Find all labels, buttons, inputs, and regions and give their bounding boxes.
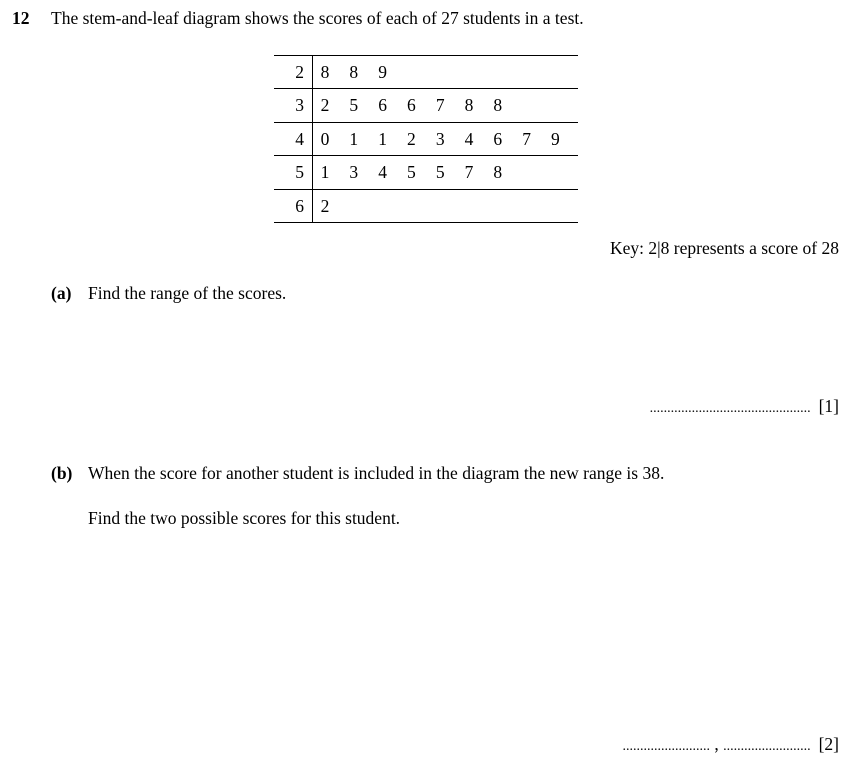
question-intro: The stem-and-leaf diagram shows the scores of each of 27 students in a test.: [51, 8, 584, 28]
stem-divider: [312, 190, 313, 222]
stem-divider: [312, 89, 313, 121]
leaf-value: 2: [320, 95, 330, 116]
part-b-answer-line-1[interactable]: .........................: [622, 739, 710, 754]
key-text: [610, 238, 839, 259]
leaf-value: 7: [464, 162, 474, 183]
stem-value: 3: [295, 95, 304, 116]
stem-value: 2: [295, 62, 304, 82]
leaf-value: 6: [407, 95, 416, 116]
leaf-value: 8: [464, 95, 474, 116]
answer-separator: ,: [709, 734, 724, 754]
leaf-value: 7: [522, 128, 531, 149]
part-a-answer: [650, 396, 839, 417]
stem-leaf-row: [274, 55, 578, 88]
leaf-value: 7: [435, 95, 445, 116]
leaf-value: 6: [493, 128, 503, 149]
leaf-value: 8: [349, 62, 359, 82]
key-suffix: represents a score of 28: [669, 238, 839, 258]
key-prefix: Key: 2: [609, 238, 658, 258]
part-a-label: (a): [51, 283, 72, 303]
leaf-value: 8: [493, 95, 503, 116]
leaf-value: 5: [349, 95, 359, 116]
part-b-answer: [622, 734, 839, 755]
part-a-answer-line[interactable]: ..............................................: [649, 401, 811, 416]
leaf-value: 3: [349, 162, 359, 183]
stem-value: 6: [295, 195, 304, 216]
stem-leaf-row: [274, 155, 578, 188]
stem-divider: [312, 56, 313, 88]
leaf-value: 9: [551, 128, 560, 149]
leaf-value: 2: [407, 128, 416, 149]
part-b-label: (b): [51, 463, 73, 483]
part-a-text: Find the range of the scores.: [88, 283, 287, 303]
leaf-value: 1: [378, 128, 387, 149]
stem-divider: [312, 123, 313, 155]
leaf-value: 2: [320, 195, 330, 216]
key-leaf: 8: [660, 238, 670, 258]
leaf-value: 4: [378, 162, 387, 183]
stem-and-leaf-diagram: [274, 55, 578, 223]
stem-leaf-row: [274, 189, 578, 223]
part-a-marks: [1]: [818, 396, 839, 416]
leaf-value: 6: [378, 95, 387, 116]
leaf-value: 3: [435, 128, 445, 149]
question-number: 12: [12, 8, 30, 28]
leaf-value: 8: [493, 162, 503, 183]
leaf-value: 8: [320, 62, 330, 82]
stem-value: 4: [295, 128, 304, 149]
leaf-value: 9: [378, 62, 387, 82]
key-bar: |: [657, 238, 661, 258]
leaf-value: 0: [320, 128, 330, 149]
leaf-value: 1: [320, 162, 330, 183]
part-b-instruction: Find the two possible scores for this student.: [88, 508, 401, 528]
stem-value: 5: [295, 162, 304, 183]
stem-leaf-row: [274, 88, 578, 121]
part-b-marks: [2]: [818, 734, 839, 754]
leaf-value: 5: [407, 162, 416, 183]
leaf-value: 1: [349, 128, 359, 149]
leaf-value: 4: [464, 128, 474, 149]
part-b-answer-line-2[interactable]: .........................: [723, 739, 811, 754]
stem-divider: [312, 156, 313, 188]
stem-leaf-row: [274, 122, 578, 155]
part-b-text: When the score for another student is included in the diagram the new range is 38.: [88, 463, 665, 483]
leaf-value: 5: [435, 162, 445, 183]
